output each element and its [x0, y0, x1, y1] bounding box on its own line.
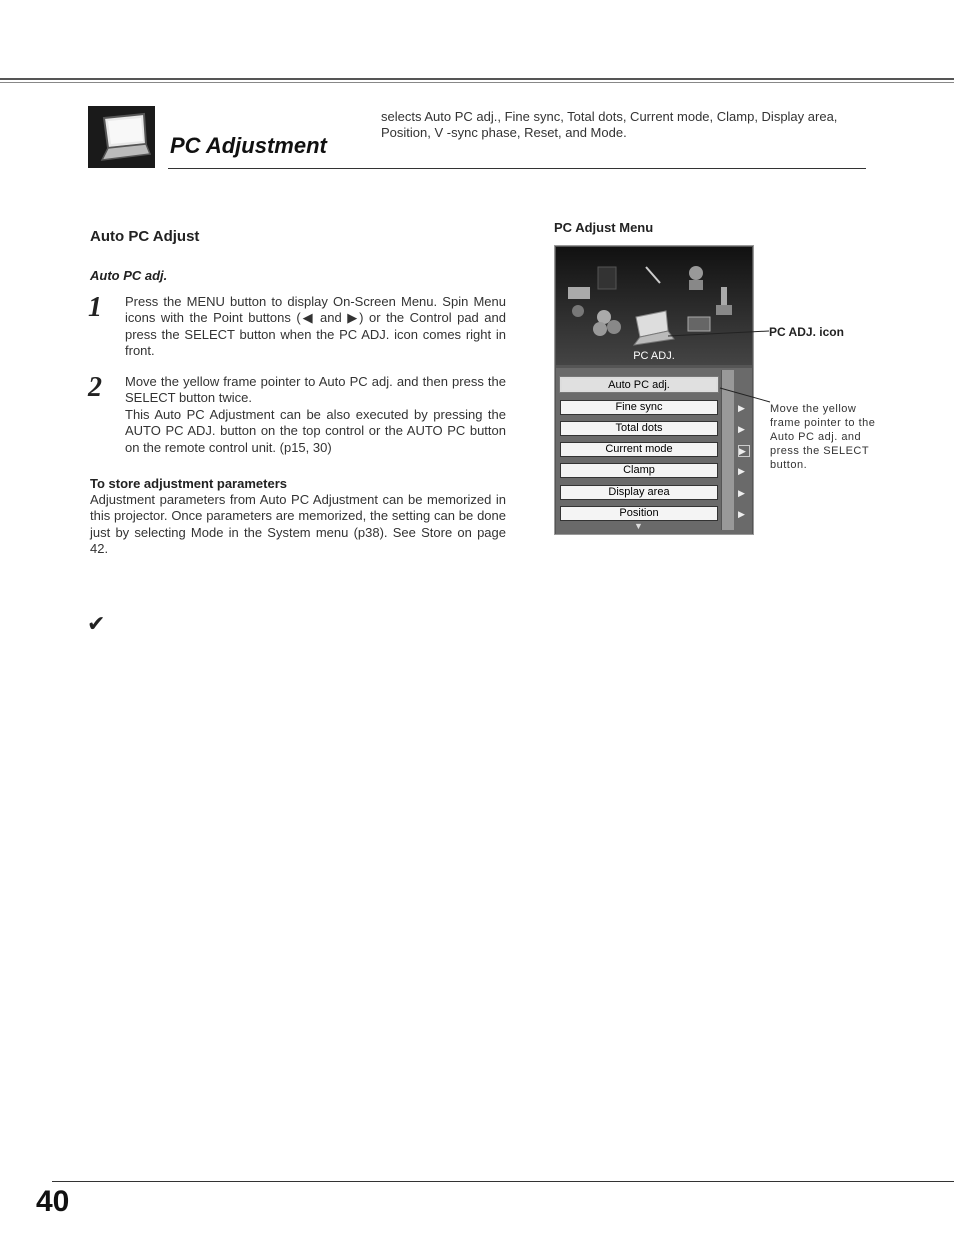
pointer-callout: Move the yellow frame pointer to the Auto PC adj. and press the SELECT button. — [770, 403, 876, 471]
arrow-right-icon: ▶ — [738, 488, 745, 498]
scroll-down-icon: ▼ — [634, 521, 643, 531]
arrow-right-icon: ▶ — [738, 403, 745, 413]
menu-item-fine-sync[interactable]: Fine sync — [560, 400, 718, 415]
intro-text: selects Auto PC adj., Fine sync, Total dots, Current mode, Clamp, Display area, Position, V -sync phase, Reset, and Mode. — [381, 109, 838, 140]
menu-active-label: PC ADJ. — [633, 350, 675, 362]
section-heading: Auto PC Adjust — [90, 228, 200, 245]
menu-item-clamp[interactable]: Clamp — [560, 463, 718, 478]
arrow-right-icon: ▶ — [738, 445, 750, 457]
menu-item-current-mode[interactable]: Current mode — [560, 442, 718, 457]
step-text-2: Move the yellow frame pointer to Auto PC adj. and then press the SELECT button twice. — [125, 374, 506, 406]
step-number-1: 1 — [88, 292, 102, 323]
page-number: 40 — [36, 1185, 70, 1218]
step-text-2b: This Auto PC Adjustment can be also executed by pressing the AUTO PC ADJ. button on the top control or the AUTO PC button on the remote control unit. (p15, 30) — [125, 407, 506, 455]
laptop-icon — [88, 106, 155, 168]
store-heading: To store adjustment parameters — [90, 476, 287, 491]
arrow-right-icon: ▶ — [738, 509, 745, 519]
arrow-right-icon: ▶ — [738, 424, 745, 434]
menu-item-display-area[interactable]: Display area — [560, 485, 718, 500]
pc-adj-icon-callout: PC ADJ. icon — [769, 325, 844, 339]
step-text-1: Press the MENU button to display On-Screen Menu. Spin Menu icons with the Point buttons (◀ and ▶) or the Control pad and press the SELECT button when the PC ADJ. icon comes right in front. — [125, 294, 506, 358]
subsection-heading: Auto PC adj. — [90, 268, 168, 283]
menu-item-auto-pc-adj[interactable]: Auto PC adj. — [560, 377, 718, 392]
menu-item-position[interactable]: Position — [560, 506, 718, 521]
step-number-2: 2 — [88, 372, 102, 403]
top-rule-thin — [0, 82, 954, 83]
callout-leader-lines — [660, 320, 772, 410]
arrow-right-icon: ▶ — [738, 466, 745, 476]
store-text: Adjustment parameters from Auto PC Adjustment can be memorized in this projector. Once parameters are memorized, the setting can be done just by selecting Mode in the System menu (p38). See Store on page 42. — [90, 492, 506, 556]
menu-title: PC Adjust Menu — [554, 220, 654, 235]
menu-item-total-dots[interactable]: Total dots — [560, 421, 718, 436]
footer-rule — [52, 1181, 954, 1182]
top-rule — [0, 78, 954, 80]
page-title: PC Adjustment — [170, 133, 327, 158]
title-underline — [168, 168, 866, 169]
check-mark-icon: ✔ — [87, 611, 106, 636]
